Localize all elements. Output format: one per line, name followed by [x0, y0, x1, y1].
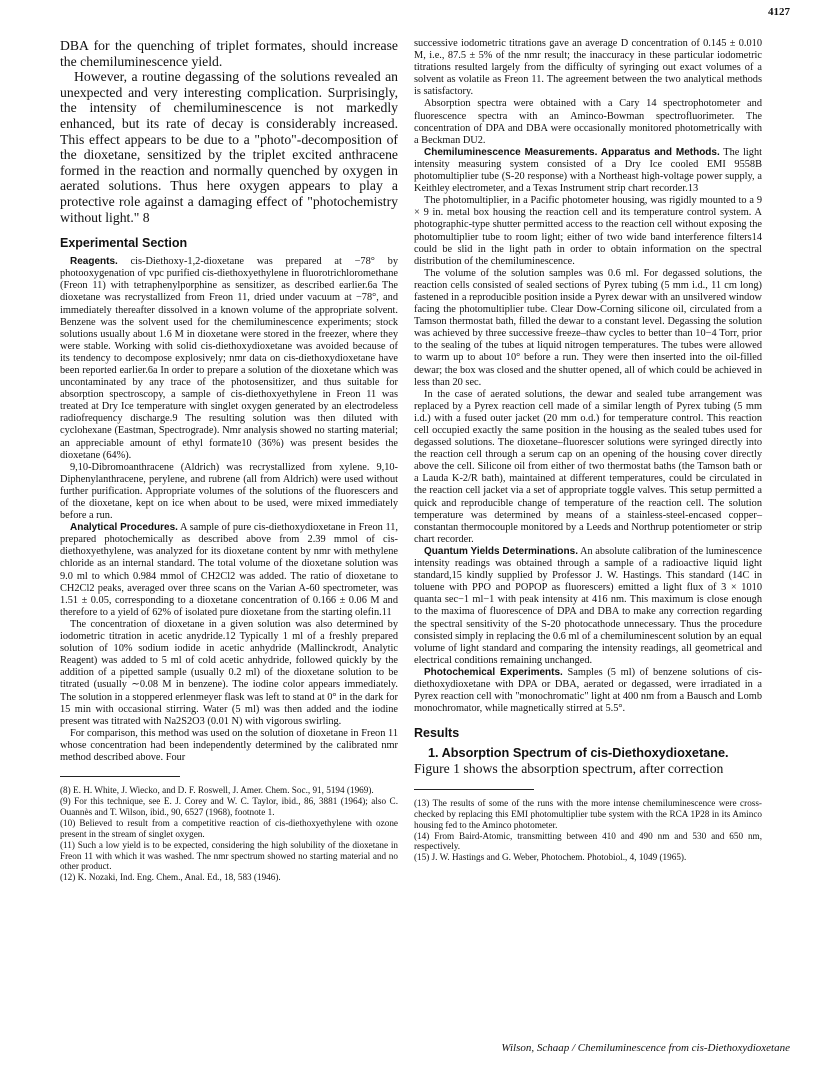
footnote-9: (9) For this technique, see E. J. Corey and W. C. Taylor, ibid., 86, 3881 (1964); also C. Ouannès and T. Wilson, ibid., 90, 6527 (1968), footnote 1. — [60, 795, 398, 817]
intro-paragraph-2: However, a routine degassing of the solutions revealed an unexpected and very interesting complication. Surprisingly, the intensity of chemiluminescence is not markedly enhanced, but its rate of decay is considerably increased. This effect appears to be due to a "photo"-decomposition of the dioxetane, sensitized by the triplet excited anthracene formed in the reaction and normally quenched by oxygen in aerated solutions. Thus here oxygen appears to play a protective role against a damaging effect of "photochemistry without light." 8 — [60, 69, 398, 225]
photomultiplier-paragraph: The photomultiplier, in a Pacific photometer housing, was rigidly mounted to a 9 × 9 in. metal box housing the reaction cell and its temperature control system. A photographic-type shutter permitted access to the reaction cell without exposing the photomultiplier tube to room light; either of two wide band interference filters14 could be slid in the light path in order to obtain information on the spectral distribution of the chemiluminescence. — [414, 195, 762, 267]
absorption-paragraph: Absorption spectra were obtained with a Cary 14 spectrophotometer and fluorescence spectra with an Aminco-Bowman spectrofluorimeter. The concentration of DPA and DBA were occasionally monitored photometrically with a Beckman DU2. — [414, 98, 762, 146]
chemiluminescence-text: The light intensity measuring system consisted of a Dry Ice cooled EMI 9558B photomultiplier tube (S-20 response) with a Northeast high-voltage power supply, a Keithley electrometer, and a Texas Instrument strip chart recorder.13 — [414, 146, 762, 195]
analytical-text: A sample of pure cis-diethoxydioxetane in Freon 11, prepared photochemically as described above from 2.39 mmol of cis-diethoxyethylene, was analyzed for its dioxetane content by nmr with methylene chloride as an internal standard. The total volume of the dioxetane solution was 9.0 ml to which 0.984 mmol of CH2Cl2 was added. The ratio of dioxetane to CH2Cl2 peaks, averaged over three scans on the Varian A-60 spectrometer, was 1.51 ± 0.05, corresponding to a dioxetane concentration of 0.166 ± 0.06 M and therefore to a yield of 62% of isolated pure dioxetane from the starting olefin.11 — [60, 522, 399, 618]
dibromo-paragraph: 9,10-Dibromoanthracene (Aldrich) was recrystallized from xylene. 9,10-Diphenylanthracene, perylene, and rubrene (all from Aldrich) were used without further purification. Appropriate volumes of the solutions of the fluorescers and of the dioxetane, kept on ice when about to be used, were mixed immediately before a run. — [60, 461, 398, 522]
volume-paragraph: The volume of the solution samples was 0.6 ml. For degassed solutions, the reaction cells consisted of sealed sections of Pyrex tubing (5 mm i.d., 11 cm long) fastened in a reproducible position inside a Pyrex dewar with an unsilvered window facing the photomultiplier tube. Clear Dow-Corning silicone oil, circulated from a Tamson thermostat bath, filled the dewar to a constant level. Degassing the solution was achieved by three successive freeze–thaw cycles to better than 10−4 Torr, prior to the sealing of the tubes at liquid nitrogen temperatures. The tubes were allowed to warm up to about 10° before a run. They were then inserted into the oil-filled dewar; the box was closed and the shutter opened, all of which could be achieved in less than 20 sec. — [414, 267, 762, 388]
photochemical-text: Samples (5 ml) of benzene solutions of cis-diethoxydioxetane with DPA or DBA, aerated or degassed, were irradiated in a Pyrex reaction cell with "monochromatic" light at 400 nm from a Bausch and Lomb monochromator, while magnetically stirred at 5.5°. — [414, 666, 762, 715]
quantum-label: Quantum Yields Determinations. — [424, 545, 578, 557]
footnote-divider-right — [414, 789, 534, 790]
page-number: 4127 — [768, 6, 790, 18]
comparison-paragraph: For comparison, this method was used on the solution of dioxetane in Freon 11 whose concentration had been independently determined by the calibrated nmr method described above. Four — [60, 727, 398, 763]
section-heading-results: Results — [414, 726, 460, 741]
results-subheading: 1. Absorption Spectrum of cis-Diethoxydioxetane. — [428, 746, 729, 761]
footnote-11: (11) Such a low yield is to be expected, considering the high solubility of the dioxetane in Freon 11 with which it was washed. The nmr spectrum showed no starting material and no other product. — [60, 839, 398, 872]
right-column — [414, 38, 762, 863]
reagents-text: cis-Diethoxy-1,2-dioxetane was prepared at −78° by photooxygenation of vpc purified cis-diethoxyethylene in fluorotrichloromethane (Freon 11) with tetraphenylporphine as sensitizer, as described earlier.6a The dioxetane was recrystallized from Freon 11, dried under vacuum at −78°, and immediately thereafter dissolved in a known volume of the appropriate solvent. Benzene was the solvent used for the chemiluminescence experiments; stock solutions usually about 1.6 M in dioxetane were stored in the freezer, where they were stable. Working with solid cis-diethoxydioxetane was avoided because of its tendency to decompose explosively; nmr data on cis-diethoxydioxetane have been reported earlier.6a In order to prepare a solution of the dioxetane which was uncontaminated by any trace of the photosensitizer, and thus suitable for absorption spectroscopy, a sample of cis-diethoxyethylene in Freon 11 was treated at Dry Ice temperature with singlet oxygen generated by an electrodeless radiofrequency discharge.9 The resulting solution was then diluted with cyclohexane (Eastman, Spectrograde). Nmr analysis showed no starting material; an appreciable amount of ethyl formate10 (36%) was present besides the dioxetane (64%). — [60, 256, 398, 461]
footnote-15: (15) J. W. Hastings and G. Weber, Photochem. Photobiol., 4, 1049 (1965). — [414, 852, 687, 863]
footnote-8: (8) E. H. White, J. Wiecko, and D. F. Roswell, J. Amer. Chem. Soc., 91, 5194 (1969). — [60, 785, 374, 796]
reagents-paragraph — [60, 256, 398, 462]
concentration-paragraph: The concentration of dioxetane in a given solution was also determined by iodometric titration in acetic anydride.12 Typically 1 ml of a freshly prepared solution of 10% sodium iodide in acetic anhydride (Mallinckrodt, Analytic Reagent) was added to 5 ml of cold acetic anhydride, followed quickly by the addition of a pipetted sample (usually 0.2 ml) of the dioxetane solution to be titrated (usually ∼0.08 M in benzene). The iodine color appears immediately. The solution in a stoppered erlenmeyer flask was left to stand at 0° in the dark for 15 min with occasional stirring. Water (5 ml) was then added and the iodine present was titrated with Na2S2O3 (0.01 N) with vigorous swirling. — [60, 618, 398, 727]
footnote-13: (13) The results of some of the runs with the more intense chemiluminescence were cross-checked by replacing this EMI photomultiplier tube system with the RCA 1P28 in its Aminco housing fed to the Aminco photometer. — [414, 797, 762, 830]
analytical-paragraph — [60, 522, 398, 619]
analytical-label: Analytical Procedures. — [70, 522, 178, 534]
chemiluminescence-paragraph — [414, 147, 762, 195]
section-heading-experimental: Experimental Section — [60, 236, 188, 251]
footnote-12: (12) K. Nozaki, Ind. Eng. Chem., Anal. Ed., 18, 583 (1946). — [60, 872, 281, 883]
running-footer: Wilson, Schaap / Chemiluminescence from cis-Diethoxydioxetane — [501, 1042, 790, 1054]
iodometric-paragraph: successive iodometric titrations gave an average D concentration of 0.145 ± 0.010 M, i.e., 87.5 ± 5% of the nmr result; the inaccuracy in these particular iodometric titrations resulted largely from the difficulty of syringing out exact volumes of a solvent as volatile as Freon 11. The agreement between the two analytical methods is satisfactory. — [414, 38, 762, 98]
reagents-label: Reagents. — [70, 256, 118, 268]
chemiluminescence-label: Chemiluminescence Measurements. Apparatus and Methods. — [424, 146, 720, 158]
intro-paragraph-1: DBA for the quenching of triplet formates, should increase the chemiluminescence yield. — [60, 38, 398, 69]
quantum-paragraph — [414, 546, 762, 667]
aerated-paragraph: In the case of aerated solutions, the dewar and sealed tube arrangement was replaced by a Pyrex reaction cell made of a similar length of Pyrex tubing (5 mm i.d.) with a fused outer jacket (20 mm o.d.) for temperature control. This reaction cell occupied exactly the same position in the housing as the sealed tubes used for degassed solutions. The dioxetane–fluorescer solutions were syringed directly into the reaction cell through a serum cap on an opening of the housing cover directly above the cell. Silicone oil from either of two thermostat baths (the Tamson bath or a Lauda K-2/R bath), maintained at different temperatures, could be circulated in the reaction cell jacket via a set of appropriate toggle valves. This setup permitted a quick and reproducible change of temperature of the reaction cell. The solution temperature was determined by means of a stainless-steel-encased copper–constantan thermocouple monitored by a Leeds and Northrup potentiometer or strip chart recorder. — [414, 388, 762, 545]
photochemical-label: Photochemical Experiments. — [424, 666, 563, 678]
quantum-text: An absolute calibration of the luminescence intensity readings was obtained through a sample of a radioactive liquid light standard,15 kindly supplied by Professor J. W. Hastings. This standard (14C in toluene with PPO and POPOP as fluorescers) emitted a light flux of 3 × 1010 quanta sec−1 ml−1 with peak intensity at 416 nm. This maximum is close enough to the maxima of fluorescence of DPA and DBA to make any correction regarding the spectral sensitivity of the S-20 photocathode unnecessary. Thus the procedure consisted simply in replacing the 0.6 ml of a chemiluminescent solution by an equal volume of light standard and comparing the intensity readings, all geometrical and electrical conditions remaining unchanged. — [414, 545, 762, 666]
results-text: Figure 1 shows the absorption spectrum, after correction — [414, 761, 724, 777]
photochemical-paragraph — [414, 667, 762, 715]
left-column — [60, 38, 398, 883]
footnote-14: (14) From Baird-Atomic, transmitting between 410 and 490 nm and 530 and 650 nm, respectively. — [414, 830, 762, 852]
footnote-divider — [60, 776, 180, 777]
footnote-10: (10) Believed to result from a competitive reaction of cis-diethoxyethylene with ozone present in the stream of singlet oxygen. — [60, 817, 398, 839]
